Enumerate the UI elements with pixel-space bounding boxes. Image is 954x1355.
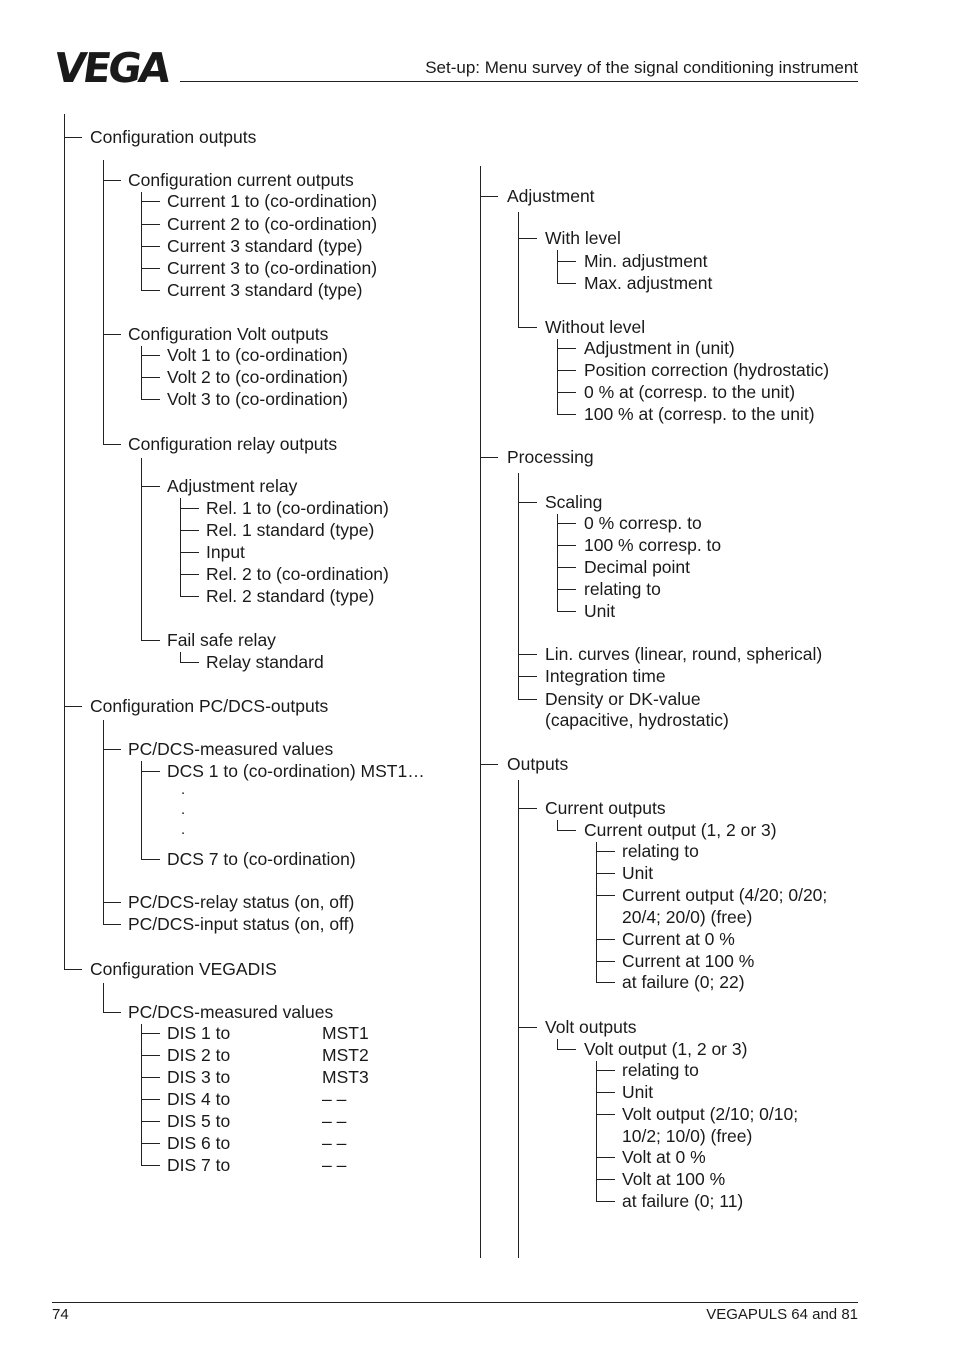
menu-vegadis-measured-values: PC/DCS-measured values: [128, 1002, 334, 1022]
tree-line: [141, 771, 160, 772]
tree-line: [596, 939, 615, 940]
menu-adjustment: Adjustment: [507, 186, 595, 206]
tree-line: [557, 1049, 576, 1050]
tree-line: [557, 250, 558, 283]
tree-line: [103, 749, 121, 750]
list-item: DCS 1 to (co-ordination) MST1…: [167, 761, 425, 781]
tree-line: [596, 1179, 615, 1180]
list-item: DCS 7 to (co-ordination): [167, 849, 356, 869]
menu-integration-time: Integration time: [545, 666, 666, 686]
tree-line: [141, 377, 160, 378]
menu-config-relay-outputs: Configuration relay outputs: [128, 434, 338, 454]
menu-config-vegadis: Configuration VEGADIS: [90, 959, 277, 979]
list-item: Current 3 standard (type): [167, 236, 363, 256]
tree-line: [180, 508, 199, 509]
tree-line: [557, 339, 558, 414]
dis-value: – –: [322, 1133, 347, 1153]
tree-line: [141, 355, 160, 356]
list-item: Volt 2 to (co-ordination): [167, 367, 348, 387]
tree-line: [557, 611, 576, 612]
page-number: 74: [52, 1306, 69, 1323]
tree-line: [557, 1039, 558, 1049]
list-item: relating to: [622, 1060, 699, 1080]
tree-line: [141, 761, 142, 859]
tree-line: [518, 212, 519, 327]
dis-name: DIS 5 to: [167, 1111, 231, 1131]
tree-line: [141, 1077, 160, 1078]
menu-fail-safe-relay: Fail safe relay: [167, 630, 276, 650]
menu-pcdcs-measured-values: PC/DCS-measured values: [128, 739, 334, 759]
tree-line: [518, 808, 537, 809]
ellipsis-dot: .: [181, 781, 186, 798]
list-item: relating to: [622, 841, 699, 861]
tree-line: [180, 596, 199, 597]
list-item: relating to: [584, 579, 661, 599]
dis-value: – –: [322, 1155, 347, 1175]
list-item: at failure (0; 22): [622, 972, 745, 992]
list-item: Relay standard: [206, 652, 324, 672]
list-item: 0 % corresp. to: [584, 513, 702, 533]
list-item-continued: 10/2; 10/0) (free): [622, 1126, 753, 1146]
tree-line: [103, 334, 121, 335]
list-item: at failure (0; 11): [622, 1191, 744, 1211]
menu-outputs: Outputs: [507, 754, 569, 774]
list-item: Max. adjustment: [584, 273, 713, 293]
tree-line: [103, 720, 104, 924]
list-item: Volt at 0 %: [622, 1147, 706, 1167]
list-item: Unit: [584, 601, 616, 621]
menu-scaling: Scaling: [545, 492, 603, 512]
dis-value: MST3: [322, 1067, 369, 1087]
list-item: Volt output (2/10; 0/10;: [622, 1104, 799, 1124]
tree-line: [103, 1012, 121, 1013]
tree-line: [180, 574, 199, 575]
list-item: 0 % at (corresp. to the unit): [584, 382, 796, 402]
tree-line: [103, 902, 121, 903]
tree-line: [557, 589, 576, 590]
tree-line: [596, 1061, 597, 1201]
list-item: Volt 3 to (co-ordination): [167, 389, 348, 409]
tree-line: [141, 192, 142, 290]
header-rule: [180, 81, 858, 82]
list-item: Current at 0 %: [622, 929, 735, 949]
tree-line: [518, 327, 537, 328]
tree-line: [518, 780, 519, 1258]
tree-line: [141, 224, 160, 225]
tree-line: [480, 166, 481, 1258]
tree-line: [596, 1092, 615, 1093]
tree-line: [596, 1070, 615, 1071]
menu-config-volt-outputs: Configuration Volt outputs: [128, 324, 329, 344]
tree-line: [103, 983, 104, 1012]
footer-rule: [52, 1302, 858, 1303]
list-item: Min. adjustment: [584, 251, 708, 271]
tree-line: [596, 1201, 615, 1202]
tree-line: [141, 201, 160, 202]
tree-line: [557, 261, 576, 262]
list-item: Rel. 1 standard (type): [206, 520, 375, 540]
tree-line: [141, 1055, 160, 1056]
list-item: Current 3 standard (type): [167, 280, 363, 300]
tree-line: [557, 348, 576, 349]
list-item: Unit: [622, 1082, 654, 1102]
dis-name: DIS 6 to: [167, 1133, 231, 1153]
tree-line: [518, 473, 519, 700]
dis-name: DIS 1 to: [167, 1023, 231, 1043]
tree-line: [103, 160, 104, 444]
tree-line: [557, 370, 576, 371]
tree-line: [480, 457, 498, 458]
dis-name: DIS 4 to: [167, 1089, 231, 1109]
menu-without-level: Without level: [545, 317, 646, 337]
tree-line: [596, 982, 615, 983]
tree-line: [141, 1165, 160, 1166]
page-title: Set-up: Menu survey of the signal conditioning instrument: [425, 58, 858, 77]
tree-line: [103, 924, 121, 925]
list-item: Current 3 to (co-ordination): [167, 258, 378, 278]
dis-value: – –: [322, 1111, 347, 1131]
menu-current-outputs: Current outputs: [545, 798, 666, 818]
tree-line: [180, 552, 199, 553]
tree-line: [180, 652, 181, 662]
list-item: Unit: [622, 863, 654, 883]
menu-config-current-outputs: Configuration current outputs: [128, 170, 354, 190]
tree-line: [518, 1027, 537, 1028]
menu-density: Density or DK-value: [545, 689, 701, 709]
menu-pcdcs-input-status: PC/DCS-input status (on, off): [128, 914, 355, 934]
menu-pcdcs-relay-status: PC/DCS-relay status (on, off): [128, 892, 355, 912]
tree-line: [518, 502, 537, 503]
dis-name: DIS 7 to: [167, 1155, 231, 1175]
list-item-continued: 20/4; 20/0) (free): [622, 907, 753, 927]
dis-name: DIS 3 to: [167, 1067, 231, 1087]
list-item: Current 1 to (co-ordination): [167, 191, 378, 211]
tree-line: [141, 640, 160, 641]
ellipsis-dot: .: [181, 821, 186, 838]
tree-line: [180, 662, 199, 663]
tree-line: [141, 1121, 160, 1122]
list-item: 100 % corresp. to: [584, 535, 722, 555]
list-item: Current output (4/20; 0/20;: [622, 885, 828, 905]
tree-line: [180, 530, 199, 531]
tree-line: [141, 246, 160, 247]
tree-line: [180, 498, 181, 596]
list-item: Current at 100 %: [622, 951, 755, 971]
tree-line: [480, 764, 498, 765]
list-item: Rel. 1 to (co-ordination): [206, 498, 389, 518]
tree-line: [557, 514, 558, 611]
tree-line: [518, 238, 537, 239]
tree-line: [518, 654, 537, 655]
list-item: Volt at 100 %: [622, 1169, 726, 1189]
menu-with-level: With level: [545, 228, 621, 248]
tree-line: [596, 873, 615, 874]
tree-line: [141, 486, 160, 487]
menu-density-note: (capacitive, hydrostatic): [545, 710, 729, 730]
tree-line: [557, 414, 576, 415]
menu-processing: Processing: [507, 447, 594, 467]
tree-line: [103, 444, 121, 445]
tree-line: [141, 268, 160, 269]
dis-value: MST1: [322, 1023, 369, 1043]
list-item: Rel. 2 to (co-ordination): [206, 564, 389, 584]
tree-line: [141, 346, 142, 399]
tree-line: [518, 699, 537, 700]
tree-line: [141, 399, 160, 400]
menu-config-outputs: Configuration outputs: [90, 127, 257, 147]
menu-adjustment-relay: Adjustment relay: [167, 476, 298, 496]
tree-line: [103, 180, 121, 181]
menu-current-output: Current output (1, 2 or 3): [584, 820, 777, 840]
tree-line: [64, 706, 82, 707]
tree-line: [557, 830, 576, 831]
tree-line: [596, 1157, 615, 1158]
list-item: Current 2 to (co-ordination): [167, 214, 378, 234]
menu-config-pcdcs-outputs: Configuration PC/DCS-outputs: [90, 696, 329, 716]
tree-line: [557, 523, 576, 524]
menu-volt-output: Volt output (1, 2 or 3): [584, 1039, 748, 1059]
dis-value: MST2: [322, 1045, 369, 1065]
list-item: Volt 1 to (co-ordination): [167, 345, 348, 365]
list-item: Adjustment in (unit): [584, 338, 735, 358]
list-item: Decimal point: [584, 557, 691, 577]
menu-lin-curves: Lin. curves (linear, round, spherical): [545, 644, 823, 664]
tree-line: [141, 1033, 160, 1034]
list-item: Rel. 2 standard (type): [206, 586, 375, 606]
tree-line: [596, 895, 615, 896]
document-title: VEGAPULS 64 and 81: [706, 1306, 858, 1323]
tree-line: [141, 1143, 160, 1144]
tree-line: [141, 1099, 160, 1100]
tree-line: [518, 676, 537, 677]
tree-line: [557, 392, 576, 393]
ellipsis-dot: .: [181, 801, 186, 818]
list-item: Input: [206, 542, 245, 562]
tree-line: [557, 283, 576, 284]
tree-line: [141, 290, 160, 291]
tree-line: [596, 851, 615, 852]
tree-line: [557, 545, 576, 546]
list-item: 100 % at (corresp. to the unit): [584, 404, 815, 424]
tree-line: [141, 859, 160, 860]
tree-line: [596, 1114, 615, 1115]
tree-line: [64, 969, 82, 970]
dis-value: – –: [322, 1089, 347, 1109]
tree-line: [480, 196, 498, 197]
vega-logo: VEGA: [51, 44, 172, 92]
menu-volt-outputs: Volt outputs: [545, 1017, 637, 1037]
dis-name: DIS 2 to: [167, 1045, 231, 1065]
tree-line: [596, 961, 615, 962]
tree-line: [64, 137, 82, 138]
tree-line: [557, 567, 576, 568]
list-item: Position correction (hydrostatic): [584, 360, 830, 380]
tree-line: [64, 114, 65, 969]
tree-line: [557, 820, 558, 830]
